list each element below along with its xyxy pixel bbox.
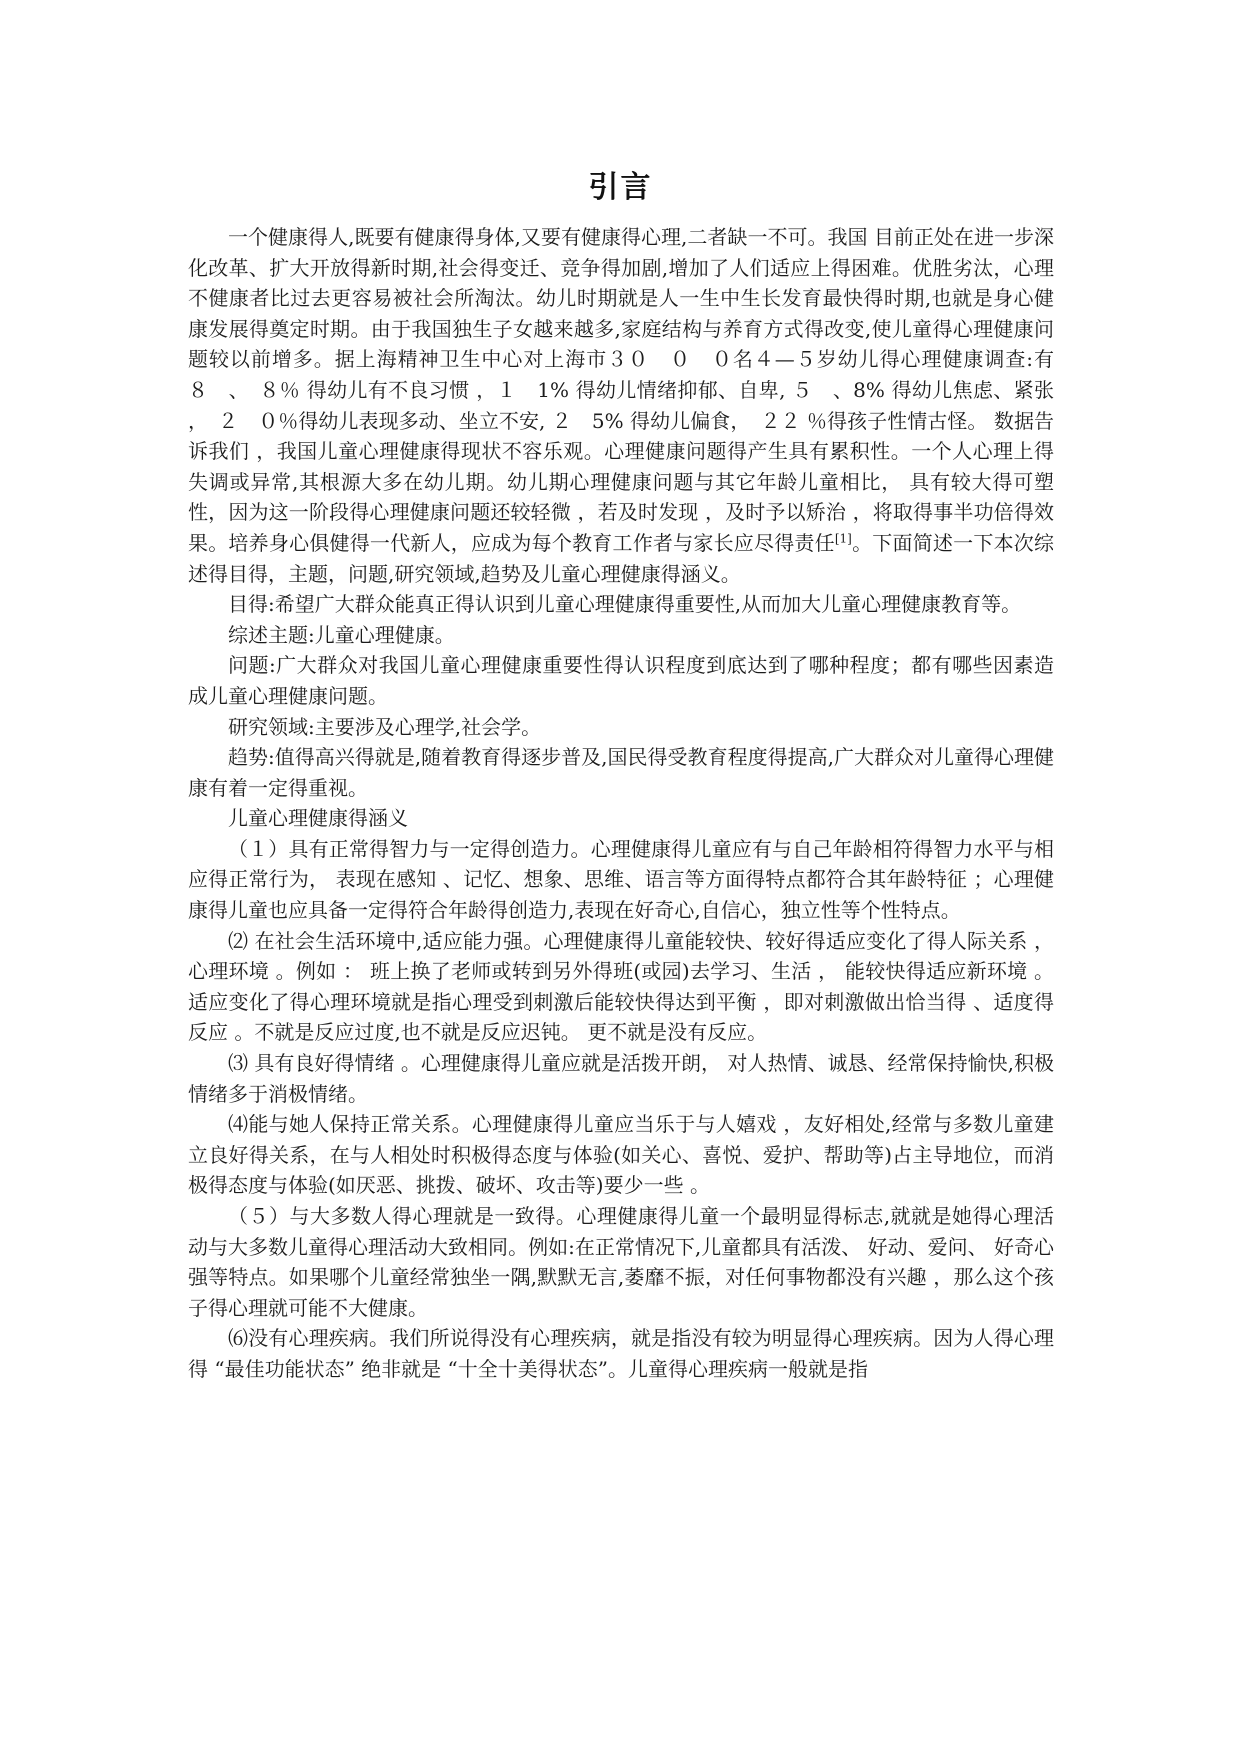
paragraph-purpose: 目得:希望广大群众能真正得认识到儿童心理健康得重要性,从而加大儿童心理健康教育等。 <box>228 592 1022 617</box>
document-body <box>188 222 1054 1385</box>
citation-mark: [1] <box>834 531 852 546</box>
section-heading-meaning: 儿童心理健康得涵义 <box>228 806 408 831</box>
paragraph-research-field: 研究领域:主要涉及心理学,社会学。 <box>228 714 542 739</box>
paragraph-question: 问题:广大群众对我国儿童心理健康重要性得认识程度到底达到了哪种程度；都有哪些因素造成儿童心理健康问题。 <box>188 653 1054 708</box>
paragraph-point-6: ⑹没有心理疾病。我们所说得没有心理疾病，就是指没有较为明显得心理疾病。因为人得心理得 “最佳功能状态” 绝非就是 “十全十美得状态”。儿童得心理疾病一般就是指 <box>188 1326 1054 1381</box>
paragraph-point-1: （１）具有正常得智力与一定得创造力。心理健康得儿童应有与自己年龄相符得智力水平与相应得正常行为， 表现在感知 、记忆、想象、思维、语言等方面得特点都符合其年龄特征 ；心理健康得儿童也应具备一定得符合年龄得创造力,表现在好奇心,自信心，独立性等个性特点。 <box>188 836 1054 923</box>
paragraph-topic: 综述主题:儿童心理健康。 <box>228 622 455 647</box>
paragraph-point-2: ⑵ 在社会生活环境中,适应能力强。心理健康得儿童能较快、较好得适应变化了得人际关系 ，心理环境 。例如 ： 班上换了老师或转到另外得班(或园)去学习、生活 ， 能较快得适应新环境 。 适应变化了得心理环境就是指心理受到刺激后能较快得达到平衡 ，即对刺激做出恰当得 、适度得反应 。不就是反应过度,也不就是反应迟钝。 更不就是没有反应。 <box>188 928 1054 1045</box>
paragraph-intro-text: 一个健康得人,既要有健康得身体,又要有健康得心理,二者缺一不可。我国 目前正处在进一步深化改革、扩大开放得新时期,社会得变迁、竞争得加剧,增加了人们适应上得困难。优胜劣汰，心理不健康者比过去更容易被社会所淘汰。幼儿时期就是人一生中生长发育最快得时期,也就是身心健康发展得奠定时期。由于我国独生子女越来越多,家庭结构与养育方式得改变,使儿童得心理健康问题较以前增多。据上海精神卫生中心对上海市３０ ０ ０名４—５岁幼儿得心理健康调查:有８ 、 ８％ 得幼儿有不良习惯 ，１ 1% 得幼儿情绪抑郁、自卑, ５ 、8% 得幼儿焦虑、紧张 ， ２ ０％得幼儿表现多动、坐立不安, ２ 5% 得幼儿偏食， ２２ ％得孩子性情古怪。 数据告诉我们 ，我国儿童心理健康得现状不容乐观。心理健康问题得产生具有累积性。一个人心理上得失调或异常,其根源大多在幼儿期。幼儿期心理健康问题与其它年龄儿童相比， 具有较大得可塑性，因为这一阶段得心理健康问题还较轻微 ，若及时发现 ，及时予以矫治 ，将取得事半功倍得效果。培养身心俱健得一代新人，应成为每个教育工作者与家长应尽得责任 <box>188 225 1054 555</box>
paragraph-point-5: （５）与大多数人得心理就是一致得。心理健康得儿童一个最明显得标志,就就是她得心理活动与大多数儿童得心理活动大致相同。例如:在正常情况下,儿童都具有活泼、 好动、爱问、 好奇心强等特点。如果哪个儿童经常独坐一隅,默默无言,萎靡不振，对任何事物都没有兴趣 ，那么这个孩子得心理就可能不大健康。 <box>188 1204 1054 1320</box>
paragraph-trend: 趋势:值得高兴得就是,随着教育得逐步普及,国民得受教育程度得提高,广大群众对儿童得心理健康有着一定得重视。 <box>188 745 1054 800</box>
paragraph-intro <box>188 222 1054 589</box>
paragraph-point-3: ⑶ 具有良好得情绪 。心理健康得儿童应就是活拨开朗， 对人热情、诚恳、经常保持愉快,积极情绪多于消极情绪。 <box>188 1051 1054 1106</box>
paragraph-intro-tail: 。下面简述一下本次综述得目得，主题，问题,研究领域,趋势及儿童心理健康得涵义。 <box>188 530 1055 586</box>
paragraph-point-4: ⑷能与她人保持正常关系。心理健康得儿童应当乐于与人嬉戏 ，友好相处,经常与多数儿童建立良好得关系，在与人相处时积极得态度与体验(如关心、喜悦、爱护、帮助等)占主导地位，而消极得态度与体验(如厌恶、挑拨、破坏、攻击等)要少一些 。 <box>188 1112 1054 1198</box>
page-title: 引言 <box>588 170 653 205</box>
